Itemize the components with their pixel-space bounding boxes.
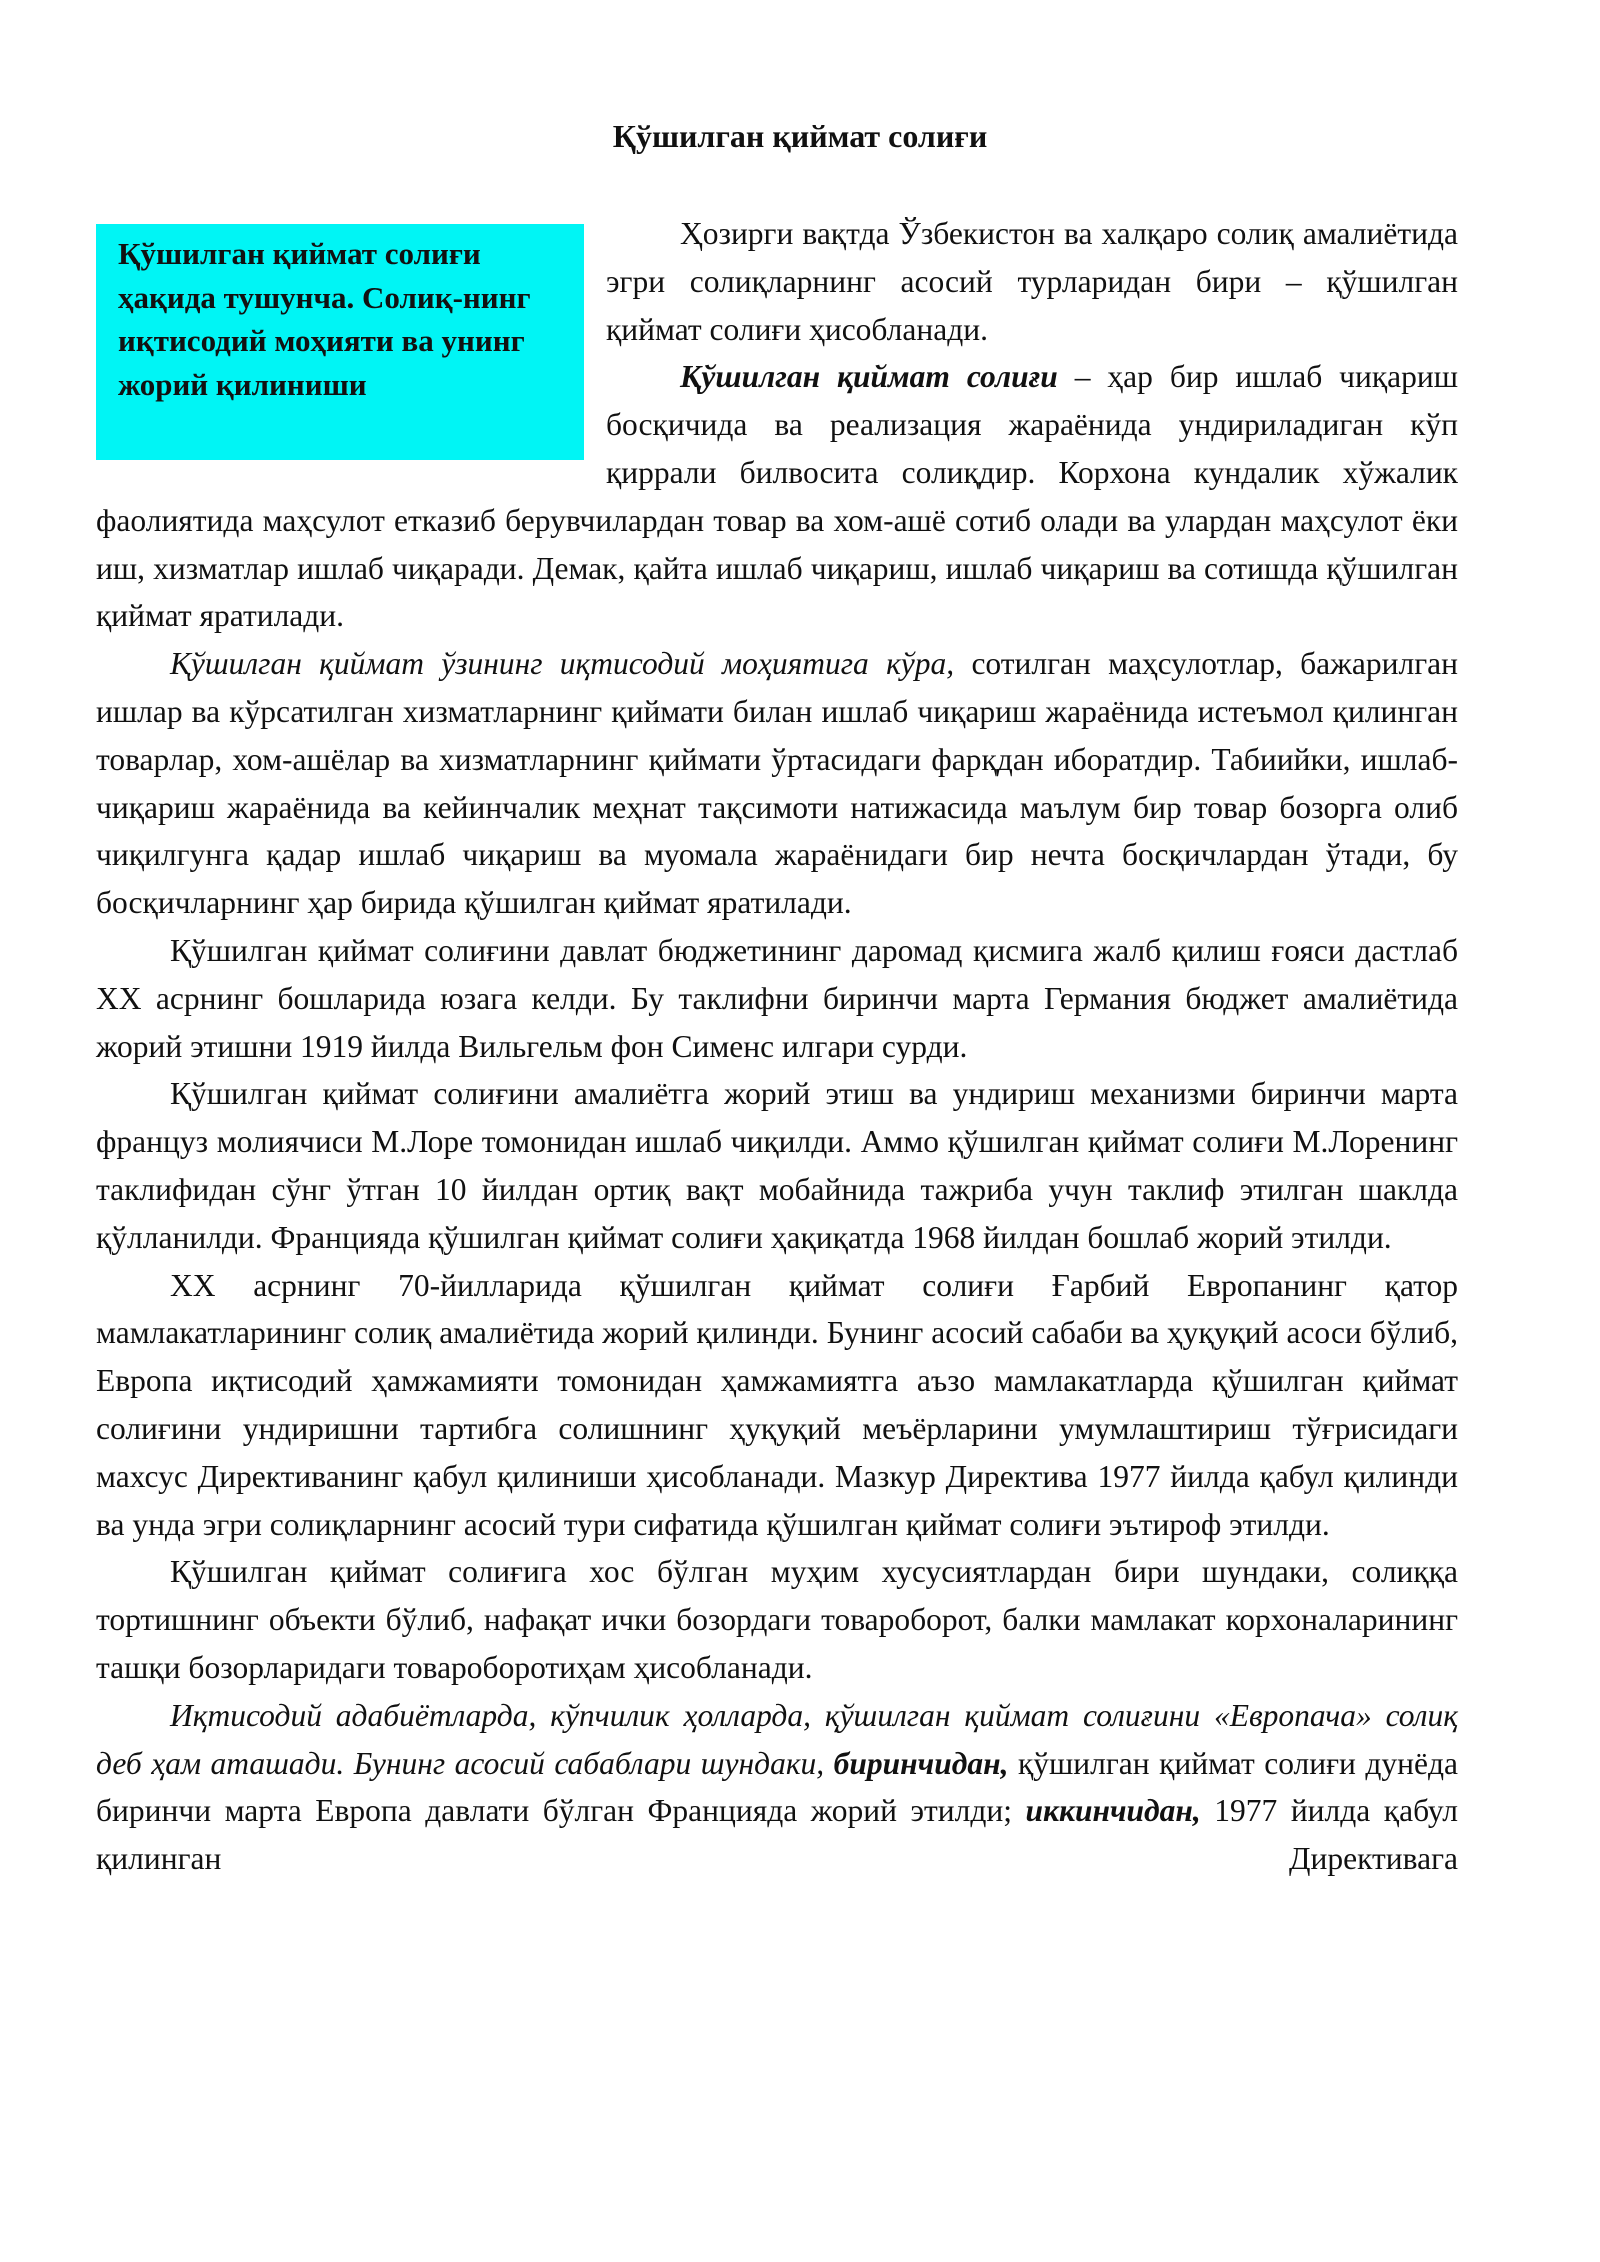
value-added-lead: Қўшилган қиймат ўзининг иқтисодий моҳиятига кўра,	[170, 646, 955, 682]
first-reason-label: биринчидан,	[833, 1745, 1009, 1781]
document-title: Қўшилган қиймат солиғи	[612, 118, 988, 154]
document-body	[96, 210, 1458, 1883]
section-topic-text: Қўшилган қиймат солиғи ҳақида тушунча. Солиқ-нинг иқтисодий моҳияти ва унинг жорий қилиниши	[118, 236, 531, 402]
value-added-text: сотилган маҳсулотлар, бажарилган ишлар ва кўрсатилган хизматларнинг қиймати билан ишлаб чиқариш жараёнида истеъмол қилинган товарлар, хом-ашёлар ва хизматларнинг қиймати ўртасидаги фарқдан иборатдир. Табиийки, ишлаб-чиқариш жараёнида ва кейинчалик меҳнат тақсимоти натижасида маълум бир товар бозорга олиб чиқилгунга қадар ишлаб чиқариш ва муомала жараёнидаги бир нечта босқичлардан ўтади, бу босқичларнинг ҳар бирида қўшилган қиймат яратилади.	[96, 646, 1458, 921]
vat-definition-text: – ҳар бир ишлаб чиқариш босқичида ва реализация жараёнида ундириладиган кўп қиррали билвосита солиқдир. Корхона кундалик хўжалик фаолиятида маҳсулот етказиб берувчилардан товар ва хом-ашё сотиб олади ва улардан маҳсулот ёки иш, хизматлар ишлаб чиқаради. Демак, қайта ишлаб чиқариш, ишлаб чиқариш ва сотишда қўшилган қиймат яратилади.	[96, 359, 1458, 634]
second-reason-text: 1977 йилда қабул қилинган Директивага	[96, 1793, 1458, 1877]
paragraph-4: Қўшилган қиймат солиғини давлат бюджетининг даромад қисмига жалб қилиш ғояси дастлаб XX асрнинг бошларида юзага келди. Бу таклифни биринчи марта Германия бюджет амалиётида жорий этишни 1919 йилда Вильгельм фон Сименс илгари сурди.	[96, 932, 1458, 1064]
paragraph-1: Ҳозирги вақтда Ўзбекистон ва халқаро солиқ амалиётида эгри солиқларнинг асосий турларидан бири – қўшилган қиймат солиғи ҳисобланади.	[606, 216, 1458, 347]
second-reason-label: иккинчидан,	[1025, 1793, 1201, 1829]
paragraph-8	[96, 1692, 1458, 1883]
paragraph-3	[96, 640, 1458, 927]
paragraph-6: XX асрнинг 70-йилларида қўшилган қиймат солиғи Ғарбий Европанинг қатор мамлакатларининг солиқ амалиётида жорий қилинди. Бунинг асосий сабаби ва ҳуқуқий асоси бўлиб, Европа иқтисодий ҳамжамияти томонидан ҳамжамиятга аъзо мамлакатларда қўшилган қиймат солиғини ундиришни тартибга солишнинг ҳуқуқий меъёрларини умумлаштириш тўғрисидаги махсус Директиванинг қабул қилиниши ҳисобланади. Мазкур Директива 1977 йилда қабул қилинди ва унда эгри солиқларнинг асосий тури сифатида қўшилган қиймат солиғи эътироф этилди.	[96, 1267, 1458, 1542]
first-reason-text: қўшилган қиймат солиғи дунёда биринчи марта Европа давлати бўлган Францияда жорий этилди;	[96, 1745, 1458, 1829]
european-tax-lead: Иқтисодий адабиётларда, кўпчилик ҳолларда, қўшилган қиймат солиғини «Европача» солиқ деб ҳам аташади. Бунинг асосий сабаблари шундаки,	[96, 1697, 1458, 1781]
vat-definition-term: Қўшилган қиймат солиғи	[680, 359, 1058, 395]
paragraph-5: Қўшилган қиймат солиғини амалиётга жорий этиш ва ундириш механизми биринчи марта француз молиячиси М.Лоре томонидан ишлаб чиқилди. Аммо қўшилган қиймат солиғи М.Лоренинг таклифидан сўнг ўтган 10 йилдан ортиқ вақт мобайнида тажриба учун таклиф этилган шаклда қўлланилди. Францияда қўшилган қиймат солиғи ҳақиқатда 1968 йилдан бошлаб жорий этилди.	[96, 1076, 1458, 1255]
paragraph-7: Қўшилган қиймат солиғига хос бўлган муҳим хусусиятлардан бири шундаки, солиққа тортишнинг объекти бўлиб, нафақат ички бозордаги товароборот, балки мамлакат корхоналарининг ташқи бозорларидаги товароборотиҳам ҳисобланади.	[96, 1554, 1458, 1685]
sidebox-spacer	[96, 210, 606, 496]
